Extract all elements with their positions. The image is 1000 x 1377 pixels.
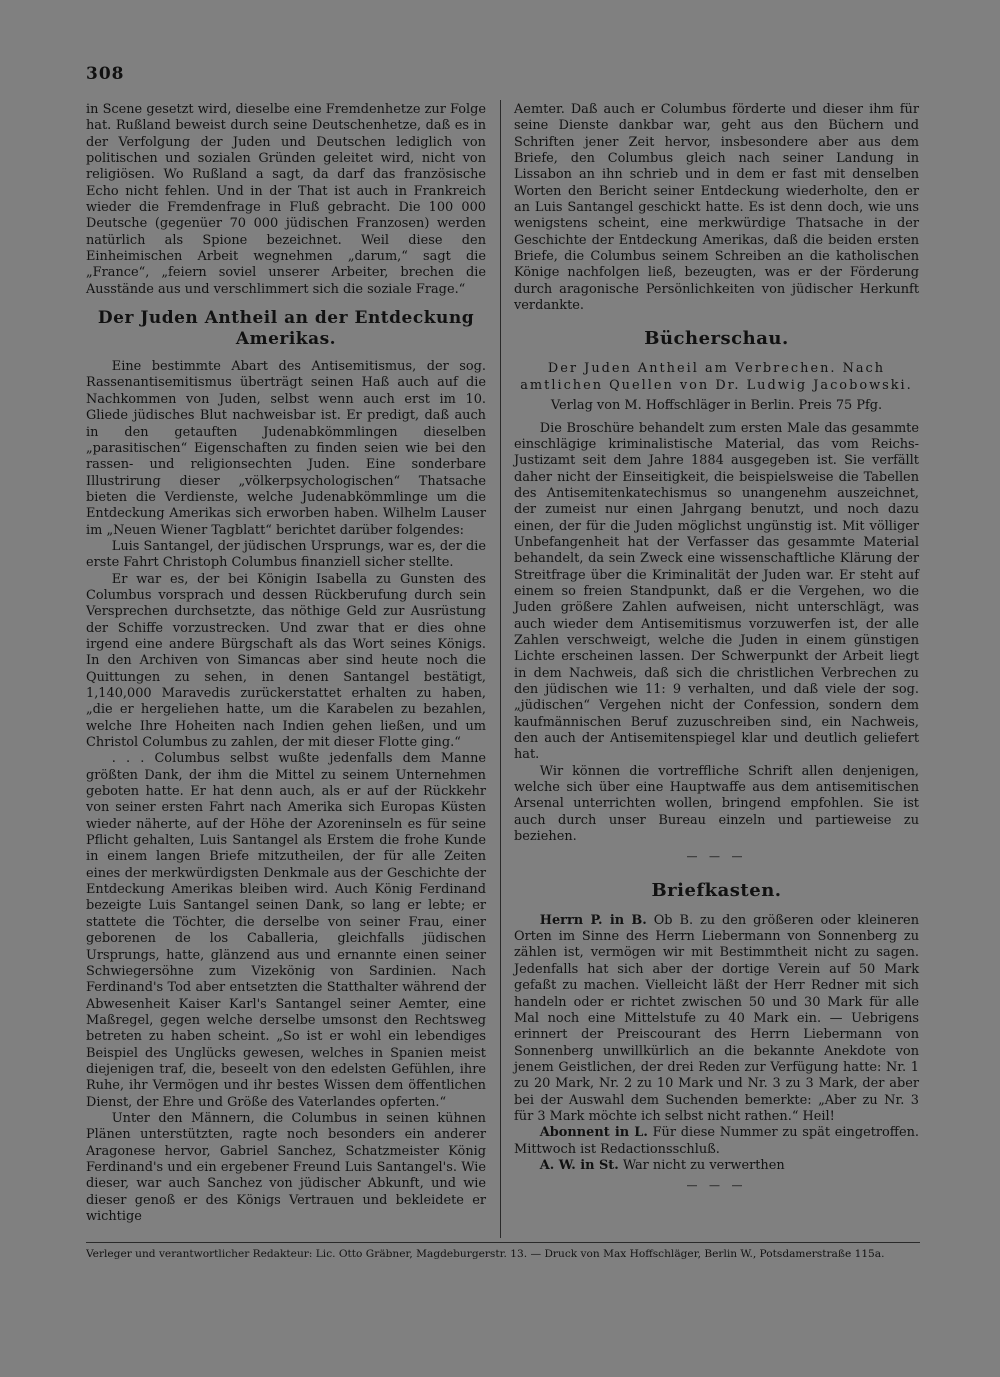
letter-entry bbox=[514, 1125, 919, 1158]
article-paragraph: Er war es, der bei Königin Isabella zu Gunsten des Columbus vorsprach und dessen Rückberufung durch sein Versprechen durchsetzte, das nöthige Geld zur Ausrüstung der Schiffe vorzustrecken. Und zwar that er dies ohne irgend eine andere Bürgschaft als das Wort seines Königs. In den Archiven von Simancas aber sind heute noch die Quittungen zu sehen, in denen Santangel bestätigt, 1,140,000 Maravedis zurückerstattet erhalten zu haben, „die er hergeliehen hatte, um die Karabelen zu bezahlen, welche Ihre Hoheiten nach Indien gehen ließen, und um Christol Columbus zu zahlen, der mit dieser Flotte ging.“ bbox=[86, 571, 486, 751]
letter-text: War nicht zu verwerthen bbox=[622, 1157, 785, 1173]
letter-addressee: Herrn P. in B. bbox=[539, 912, 647, 928]
continued-article-text: Aemter. Daß auch er Columbus förderte und dieser ihm für seine Dienste dankbar war, geht aus den Büchern und Schriften jener Zeit hervor, insbesondere aber aus dem Briefe, den Columbus gleich nach seiner Landung in Lissabon an ihn schrieb und in dem er fast mit denselben Worten den Bericht seiner Entdeckung wiederholte, den er an Luis Santangel geschickt hatte. Es ist denn doch, wie uns wenigstens scheint, eine merkwürdige Thatsache in der Geschichte der Entdeckung Amerikas, daß die beiden ersten Briefe, die Columbus seinem Schreiben an die katholischen Könige nachfolgen ließ, bezeugten, was er der Förderung durch aragonische Persönlichkeiten von jüdischer Herkunft verdankte. bbox=[514, 102, 919, 314]
letter-addressee: A. W. in St. bbox=[539, 1157, 619, 1173]
article-heading: Der Juden Antheil an der Entdeckung Amerikas. bbox=[97, 308, 475, 350]
section-heading-books: Bücherschau. bbox=[644, 328, 789, 350]
separator: — — — bbox=[686, 850, 747, 864]
letter-text: Für diese Nummer zu spät eingetroffen. Mittwoch ist Redactionsschluß. bbox=[514, 1125, 919, 1157]
article-paragraph: . . . Columbus selbst wußte jedenfalls dem Manne größten Dank, der ihm die Mittel zu seinem Unternehmen geboten hatte. Er hat denn auch, als er auf der Rückkehr von seiner ersten Fahrt nach Amerika sich Europas Küsten wieder näherte, auf der Höhe der Azoreninseln es für seine Pflicht gehalten, Luis Santangel als Erstem die frohe Kunde in einem langen Briefe mitzutheilen, der für alle Zeiten eines der merkwürdigsten Denkmale aus der Geschichte der Entdeckung Amerikas bleiben wird. Auch König Ferdinand bezeigte Luis Santangel seinen Dank, so lang er lebte; er stattete die Töchter, die derselbe von seiner Frau, einer geborenen de los Caballeria, gleichfalls jüdischen Ursprungs, hatte, glänzend aus und ernannte einen seiner Schwiegersöhne zum Vizekönig von Sardinien. Nach Ferdinand's Tod aber entsetzten die Statthalter während der Abwesenheit Kaiser Karl's Santangel seiner Aemter, eine Maßregel, gegen welche derselbe umsonst den Rechtsweg betreten zu haben scheint. „So ist er wohl ein lebendiges Beispiel des Unglücks gewesen, welches in Spanien meist diejenigen traf, die, beseelt von den edelsten Gefühlen, ihre Ruhe, ihr Vermögen und ihr bestes Wissen dem öffentlichen Dienst, der Ehre und Größe des Vaterlandes opferten.“ bbox=[86, 751, 486, 1110]
review-paragraph: Wir können die vortreffliche Schrift allen denjenigen, welche sich über eine Hauptwaffe aus dem antisemitischen Arsenal unterrichten wollen, bringend empfohlen. Sie ist auch durch unser Bureau einzeln und partieweise zu beziehen. bbox=[514, 763, 919, 845]
article-paragraph: Unter den Männern, die Columbus in seinen kühnen Plänen unterstützten, ragte noch besonders ein anderer Aragonese hervor, Gabriel Sanchez, Schatzmeister König Ferdinand's und ein ergebener Freund Luis Santangel's. Wie dieser, war auch Sanchez von jüdischer Abkunft, und wie dieser genoß er des Königs Vertrauen und bekleidete er wichtige bbox=[86, 1110, 486, 1224]
column-divider bbox=[500, 100, 501, 1238]
section-heading-letters: Briefkasten. bbox=[651, 879, 782, 901]
page-number: 308 bbox=[86, 64, 125, 84]
imprint-footer: Verleger und verantwortlicher Redakteur: Lic. Otto Gräbner, Magdeburgerstr. 13. — Druck von Max Hoffschläger, Berlin W., Potsdamerstraße 115a. bbox=[86, 1242, 920, 1261]
review-paragraph: Die Broschüre behandelt zum ersten Male das gesammte einschlägige kriminalistische Material, das vom Reichs-Justizamt seit dem Jahre 1884 ausgegeben ist. Sie verfällt daher nicht der Einseitigkeit, die beispielsweise die Tabellen des Antisemitenkatechismus so unangenehm auszeichnet, der zumeist nur einen Jahrgang benutzt, und noch dazu einen, der für die Juden möglichst ungünstig ist. Mit völliger Unbefangenheit hat der Verfasser das gesammte Material behandelt, da sein Zweck eine wissenschaftliche Klärung der Streitfrage über die Kriminalität der Juden war. Er steht auf einem so freien Standpunkt, daß er die Vergehen, wo die Juden größere Zahlen aufweisen, nicht unterschlägt, was auch wieder dem Antisemitismus vorzuwerfen ist, der alle Zahlen verschweigt, welche die Juden in einem günstigen Lichte erscheinen lassen. Der Schwerpunkt der Arbeit liegt in dem Nachweis, daß sich die christlichen Verbrechen zu den jüdischen wie 11: 9 verhalten, und daß viele der sog. „jüdischen“ Vergehen nicht der Confession, sondern dem kaufmännischen Beruf zuzuschreiben sind, ein Nachweis, den auch der Antisemitenspiegel klar und deutlich geliefert hat. bbox=[514, 420, 919, 763]
book-publisher: Verlag von M. Hoffschläger in Berlin. Preis 75 Pfg. bbox=[550, 398, 883, 414]
article-paragraph: Luis Santangel, der jüdischen Ursprungs, war es, der die erste Fahrt Christoph Columbus finanziell sicher stellte. bbox=[86, 538, 486, 571]
right-column bbox=[514, 102, 919, 1205]
left-column bbox=[86, 102, 486, 1225]
end-mark: — — — bbox=[686, 1179, 747, 1193]
article-paragraph: Eine bestimmte Abart des Antisemitismus, der sog. Rassenantisemitismus überträgt seinen Haß auch auf die Nachkommen von Juden, selbst wenn auch erst im 10. Gliede jüdisches Blut nachweisbar ist. Er predigt, daß auch in den getauften Judenabkömmlingen dieselben „parasitischen“ Eigenschaften zu finden seien wie bei den rassen- und religionsechten Juden. Eine sonderbare Illustrirung dieser „völkerpsychologischen“ Thatsache bieten die Verdienste, welche Judenabkömmlinge um die Entdeckung Amerikas sich erworben haben. Wilhelm Lauser im „Neuen Wiener Tagblatt“ berichtet darüber folgendes: bbox=[86, 359, 486, 538]
letter-text: Ob B. zu den größeren oder kleineren Orten im Sinne des Herrn Liebermann von Sonnenberg zu zählen ist, vermögen wir mit Bestimmtheit nicht zu sagen. Jedenfalls hat sich aber der dortige Verein auf 50 Mark gefaßt zu machen. Vielleicht läßt der Herr Redner mit sich handeln oder er richtet zwischen 50 und 30 Mark für alle Mal noch eine Mittelstufe zu 40 Mark ein. — Uebrigens erinnert der Preiscourant des Herrn Liebermann von Sonnenberg unwillkürlich an die bekannte Anekdote von jenem Geistlichen, der drei Reden zur Verfügung hatte: Nr. 1 zu 20 Mark, Nr. 2 zu 10 Mark und Nr. 3 zu 3 Mark, der aber bei der Auswahl dem Suchenden bemerkte: „Aber zu Nr. 3 für 3 Mark möchte ich selbst nicht rathen.“ Heil! bbox=[514, 912, 919, 1124]
letter-entry bbox=[514, 913, 919, 1125]
letter-addressee: Abonnent in L. bbox=[539, 1125, 648, 1141]
letter-entry bbox=[514, 1158, 919, 1174]
book-title: Der Juden Antheil am Verbrechen. Nach amtlichen Quellen von Dr. Ludwig Jacobowski. bbox=[520, 361, 913, 393]
continued-article-text: in Scene gesetzt wird, dieselbe eine Fremdenhetze zur Folge hat. Rußland beweist durch seine Deutschenhetze, daß es in der Verfolgung der Juden und Deutschen lediglich von politischen und sozialen Gründen geleitet wird, nicht von religiösen. Wo Rußland a sagt, da darf das französische Echo nicht fehlen. Und in der That ist auch in Frankreich wieder die Fremdenfrage in Fluß gebracht. Die 100 000 Deutsche (gegenüer 70 000 jüdischen Franzosen) werden natürlich als Spione bezeichnet. Weil diese den Einheimischen Arbeit wegnehmen „darum,“ sagt die „France“, „feiern soviel unserer Arbeiter, brechen die Ausstände aus und verschlimmert sich die soziale Frage.“ bbox=[86, 102, 486, 297]
